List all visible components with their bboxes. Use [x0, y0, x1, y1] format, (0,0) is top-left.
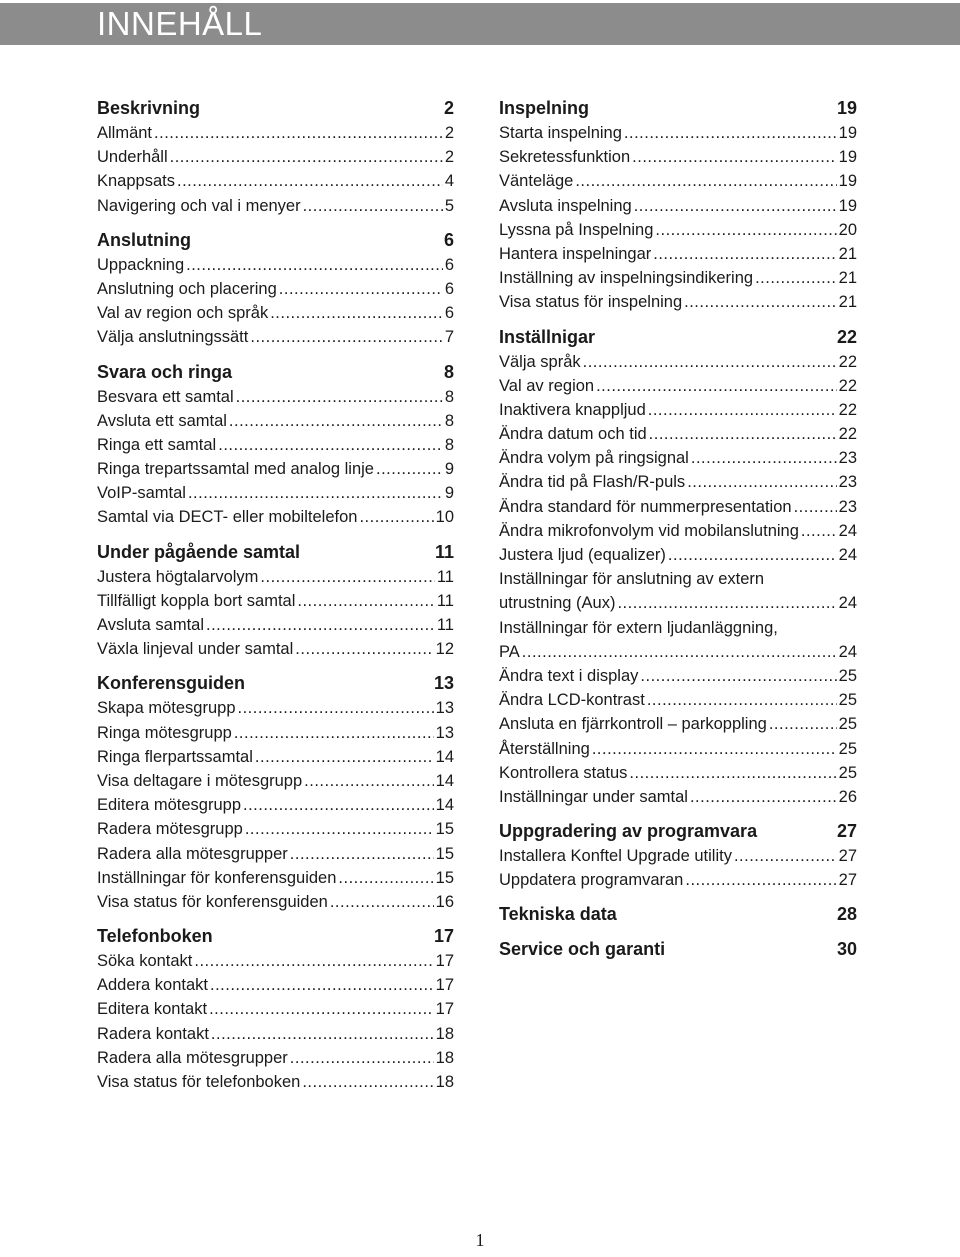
entry-page-number: 11 — [436, 591, 454, 610]
entry-title: utrustning (Aux) — [499, 594, 616, 613]
entry-page-number: 15 — [435, 820, 454, 839]
toc-entry[interactable] — [97, 1022, 454, 1046]
entry-title: Inaktivera knappljud — [499, 400, 646, 419]
entry-title: Ringa mötesgrupp — [97, 723, 232, 742]
dot-leader — [243, 793, 434, 817]
section-title: Anslutning — [97, 229, 191, 250]
entry-page-number: 19 — [838, 196, 857, 215]
dot-leader — [304, 769, 433, 793]
entry-title: Radera kontakt — [97, 1024, 209, 1043]
toc-entry[interactable] — [499, 712, 857, 736]
section-title: Beskrivning — [97, 98, 201, 118]
dot-leader — [684, 290, 837, 314]
dot-leader — [194, 949, 433, 973]
toc-entry[interactable] — [97, 253, 454, 277]
dot-leader — [290, 1046, 434, 1070]
entry-title: Installera Konftel Upgrade utility — [499, 847, 732, 866]
section-page-number: 28 — [836, 904, 857, 925]
section-page-number: 8 — [443, 361, 454, 382]
toc-entry[interactable] — [97, 793, 454, 817]
entry-page-number: 2 — [444, 148, 454, 167]
dot-leader — [209, 997, 434, 1021]
toc-entry[interactable] — [97, 325, 454, 349]
toc-entry[interactable] — [97, 817, 454, 841]
entry-title: VoIP-samtal — [97, 484, 186, 503]
entry-page-number: 17 — [435, 1000, 454, 1019]
toc-entry[interactable] — [97, 457, 454, 481]
entry-title: Uppdatera programvaran — [499, 871, 684, 890]
dot-leader — [617, 591, 836, 615]
toc-entry[interactable] — [499, 242, 857, 266]
entry-title: Justera högtalarvolym — [97, 567, 259, 586]
toc-entry[interactable] — [97, 866, 454, 890]
toc-entry[interactable] — [499, 688, 857, 712]
entry-title: Radera mötesgrupp — [97, 820, 243, 839]
toc-section-heading[interactable] — [97, 670, 454, 696]
toc-entry[interactable] — [499, 121, 857, 145]
entry-title: Val av region — [499, 376, 595, 395]
toc-entry[interactable] — [97, 1046, 454, 1070]
entry-page-number: 25 — [838, 691, 857, 710]
section-title: Tekniska data — [499, 904, 617, 925]
toc-entry[interactable] — [97, 637, 454, 661]
section-page-number: 27 — [836, 821, 857, 842]
entry-title: Allmänt — [97, 124, 153, 142]
section-page-number: 19 — [836, 98, 857, 118]
dot-leader — [250, 325, 442, 349]
toc-entry[interactable] — [499, 664, 857, 688]
toc-entry[interactable] — [97, 1070, 454, 1094]
toc-section-heading[interactable] — [499, 901, 857, 927]
toc-entry[interactable] — [97, 145, 454, 169]
entry-page-number: 21 — [838, 269, 857, 288]
dot-leader — [634, 194, 837, 218]
entry-title: Ringa ett samtal — [97, 435, 217, 454]
toc-section — [97, 923, 454, 1094]
section-title: Uppgradering av programvara — [499, 821, 758, 842]
entry-title: Välja anslutningssätt — [97, 328, 249, 347]
toc-section — [499, 95, 857, 315]
toc-section — [97, 95, 454, 218]
toc-entry[interactable] — [499, 145, 857, 169]
toc-section — [97, 359, 454, 530]
entry-title: Ringa trepartssamtal med analog linje — [97, 460, 374, 479]
entry-page-number: 18 — [435, 1024, 454, 1043]
toc-entry[interactable] — [499, 350, 857, 374]
toc-entry[interactable] — [97, 769, 454, 793]
entry-page-number: 11 — [436, 567, 454, 586]
entry-page-number: 25 — [838, 666, 857, 685]
dot-leader — [260, 565, 434, 589]
dot-leader — [188, 481, 443, 505]
entry-page-number: 16 — [435, 892, 454, 911]
toc-section — [97, 670, 454, 914]
entry-title: Växla linjeval under samtal — [97, 640, 294, 659]
entry-page-number: 24 — [838, 546, 857, 564]
entry-title: Välja språk — [499, 352, 581, 371]
entry-page-number: 25 — [838, 763, 857, 782]
entry-page-number: 18 — [435, 1073, 454, 1091]
entry-title: Återställning — [499, 739, 590, 758]
entry-title: Ändra tid på Flash/R-puls — [499, 473, 686, 492]
dot-leader — [755, 266, 837, 290]
toc-entry[interactable] — [499, 266, 857, 290]
toc-entry[interactable] — [97, 277, 454, 301]
dot-leader — [691, 446, 837, 470]
dot-leader — [583, 350, 837, 374]
entry-page-number: 17 — [435, 952, 454, 971]
dot-leader — [238, 696, 434, 720]
entry-page-number: 22 — [838, 425, 857, 444]
dot-leader — [794, 495, 837, 519]
toc-entry[interactable] — [97, 409, 454, 433]
entry-title: Justera ljud (equalizer) — [499, 546, 666, 564]
section-title: Inspelning — [499, 98, 589, 118]
toc-entry[interactable] — [97, 481, 454, 505]
toc-entry[interactable] — [499, 470, 857, 494]
entry-page-number: 23 — [838, 449, 857, 468]
entry-title: Editera kontakt — [97, 1000, 208, 1019]
dot-leader — [624, 121, 837, 145]
section-page-number: 2 — [443, 98, 454, 118]
entry-title: Ändra volym på ringsignal — [499, 449, 689, 468]
entry-page-number: 8 — [444, 435, 454, 454]
entry-title: Sekretessfunktion — [499, 148, 631, 167]
entry-page-number: 13 — [435, 723, 454, 742]
dot-leader — [734, 844, 837, 868]
toc-entry[interactable] — [499, 422, 857, 446]
toc-entry[interactable] — [499, 398, 857, 422]
entry-title: Ändra standard för nummerpresentation — [499, 497, 792, 516]
toc-entry[interactable] — [499, 640, 857, 664]
section-title: Under pågående samtal — [97, 541, 301, 562]
entry-title: Visa status för telefonboken — [97, 1073, 301, 1091]
entry-title: Avsluta ett samtal — [97, 411, 227, 430]
toc-entry[interactable] — [97, 613, 454, 637]
entry-title: Avsluta inspelning — [499, 196, 632, 215]
entry-page-number: 2 — [444, 124, 454, 142]
toc-entry[interactable] — [499, 737, 857, 761]
entry-title: Vänteläge — [499, 172, 574, 191]
toc-section-heading[interactable] — [499, 818, 857, 844]
toc-entry[interactable] — [97, 565, 454, 589]
entry-title: Radera alla mötesgrupper — [97, 844, 288, 863]
entry-title: Visa status för inspelning — [499, 293, 683, 312]
entry-page-number: 6 — [444, 279, 454, 298]
entry-page-number: 24 — [838, 594, 857, 613]
toc-section — [499, 324, 857, 810]
entry-title: Inställningar för konferensguiden — [97, 868, 337, 887]
dot-leader — [186, 253, 443, 277]
dot-leader — [596, 374, 837, 398]
toc-entry[interactable] — [97, 721, 454, 745]
entry-title: Radera alla mötesgrupper — [97, 1048, 288, 1067]
toc-entry[interactable] — [499, 591, 857, 615]
entry-page-number: 12 — [435, 640, 454, 659]
dot-leader — [690, 785, 837, 809]
toc-section-heading[interactable] — [499, 95, 857, 121]
toc-section-heading[interactable] — [97, 923, 454, 949]
entry-page-number: 26 — [838, 787, 857, 806]
dot-leader — [270, 301, 443, 325]
toc-entry[interactable] — [499, 218, 857, 242]
section-page-number: 17 — [433, 926, 454, 947]
toc-entry[interactable] — [499, 290, 857, 314]
entry-page-number: 14 — [435, 747, 454, 766]
toc-left-column — [97, 95, 454, 1103]
entry-page-number: 14 — [435, 771, 454, 790]
entry-page-number: 7 — [444, 328, 454, 347]
toc-right-column — [499, 95, 857, 971]
toc-entry[interactable] — [499, 567, 857, 591]
toc-entry[interactable] — [97, 433, 454, 457]
entry-title: Inställning av inspelningsindikering — [499, 269, 754, 288]
dot-leader — [655, 218, 836, 242]
dot-leader — [640, 664, 836, 688]
entry-title: Besvara ett samtal — [97, 387, 234, 406]
toc-entry[interactable] — [499, 495, 857, 519]
toc-entry[interactable] — [97, 505, 454, 529]
toc-entry[interactable] — [97, 301, 454, 325]
entry-title: Addera kontakt — [97, 976, 208, 995]
section-title: Konferensguiden — [97, 673, 246, 694]
entry-page-number: 22 — [838, 400, 857, 419]
toc-entry[interactable] — [97, 973, 454, 997]
entry-page-number: 9 — [444, 460, 454, 479]
entry-title: Underhåll — [97, 148, 168, 167]
entry-title: Ändra datum och tid — [499, 425, 647, 444]
entry-page-number: 25 — [838, 715, 857, 734]
section-title: Inställnigar — [499, 326, 596, 347]
toc-section-heading[interactable] — [97, 359, 454, 385]
dot-leader — [653, 242, 836, 266]
dot-leader — [211, 1022, 434, 1046]
entry-title: PA — [499, 642, 520, 661]
dot-leader — [295, 637, 433, 661]
entry-page-number: 22 — [838, 352, 857, 371]
dot-leader — [303, 194, 443, 218]
toc-entry[interactable] — [97, 194, 454, 218]
toc-entry[interactable] — [97, 696, 454, 720]
entry-title: Tillfälligt koppla bort samtal — [97, 591, 296, 610]
entry-page-number: 15 — [435, 844, 454, 863]
entry-title: Ändra LCD-kontrast — [499, 691, 645, 710]
toc-entry[interactable] — [499, 616, 857, 640]
entry-page-number: 20 — [838, 220, 857, 239]
dot-leader — [338, 866, 433, 890]
entry-page-number: 19 — [838, 148, 857, 167]
dot-leader — [647, 688, 837, 712]
dot-leader — [769, 712, 837, 736]
entry-page-number: 8 — [444, 387, 454, 406]
section-page-number: 30 — [836, 939, 857, 960]
dot-leader — [279, 277, 443, 301]
entry-page-number: 19 — [838, 124, 857, 142]
dot-leader — [290, 842, 434, 866]
entry-page-number: 23 — [838, 473, 857, 492]
entry-title: Söka kontakt — [97, 952, 193, 971]
toc-section — [499, 936, 857, 962]
dot-leader — [297, 589, 434, 613]
entry-page-number: 23 — [838, 497, 857, 516]
entry-title: Ändra text i display — [499, 666, 639, 685]
toc-entry[interactable] — [97, 745, 454, 769]
toc-section-heading[interactable] — [97, 95, 454, 121]
dot-leader — [376, 457, 443, 481]
dot-leader — [632, 145, 836, 169]
dot-leader — [801, 519, 837, 543]
entry-title: Kontrollera status — [499, 763, 628, 782]
entry-title: Anslutning och placering — [97, 279, 277, 298]
entry-title: Navigering och val i menyer — [97, 196, 301, 215]
entry-title: Hantera inspelningar — [499, 244, 652, 263]
toc-entry[interactable] — [499, 169, 857, 193]
toc-entry[interactable] — [499, 519, 857, 543]
toc-entry[interactable] — [97, 842, 454, 866]
toc-entry[interactable] — [499, 868, 857, 892]
toc-section — [97, 539, 454, 662]
entry-page-number: 14 — [435, 796, 454, 815]
dot-leader — [255, 745, 434, 769]
entry-title: Knappsats — [97, 172, 175, 191]
toc-section-heading[interactable] — [499, 936, 857, 962]
toc-entry[interactable] — [97, 589, 454, 613]
entry-title: Avsluta samtal — [97, 616, 204, 634]
toc-entry[interactable] — [499, 785, 857, 809]
entry-page-number: 24 — [838, 642, 857, 661]
toc-entry[interactable] — [97, 890, 454, 914]
entry-title: Visa deltagare i mötesgrupp — [97, 771, 303, 790]
entry-page-number: 18 — [435, 1048, 454, 1067]
dot-leader — [234, 721, 434, 745]
entry-page-number: 27 — [838, 871, 857, 890]
toc-section — [499, 901, 857, 927]
entry-title: Uppackning — [97, 255, 185, 274]
section-page-number: 22 — [836, 326, 857, 347]
entry-title: Visa status för konferensguiden — [97, 892, 328, 911]
dot-leader — [648, 398, 837, 422]
entry-page-number: 27 — [838, 847, 857, 866]
section-title: Telefonboken — [97, 926, 213, 947]
dot-leader — [592, 737, 837, 761]
dot-leader — [575, 169, 836, 193]
entry-title: Ansluta en fjärrkontroll – parkoppling — [499, 715, 767, 734]
entry-title: Editera mötesgrupp — [97, 796, 241, 815]
entry-title: Ändra mikrofonvolym vid mobilanslutning — [499, 521, 799, 540]
entry-page-number: 17 — [435, 976, 454, 995]
dot-leader — [154, 121, 443, 145]
entry-title: Inställningar för extern ljudanläggning, — [499, 618, 778, 637]
toc-entry[interactable] — [97, 169, 454, 193]
page-number: 1 — [475, 1230, 485, 1250]
dot-leader — [229, 409, 443, 433]
toc-entry[interactable] — [499, 844, 857, 868]
toc-entry[interactable] — [499, 374, 857, 398]
section-title: Svara och ringa — [97, 361, 233, 382]
entry-title: Lyssna på Inspelning — [499, 220, 654, 239]
dot-leader — [245, 817, 434, 841]
dot-leader — [218, 433, 443, 457]
dot-leader — [177, 169, 443, 193]
dot-leader — [687, 470, 836, 494]
dot-leader — [668, 543, 837, 567]
dot-leader — [302, 1070, 433, 1094]
entry-title: Skapa mötesgrupp — [97, 699, 236, 718]
toc-section — [499, 818, 857, 892]
page-title: INNEHÅLL — [97, 5, 263, 42]
section-page-number: 11 — [434, 541, 454, 562]
toc-entry[interactable] — [97, 121, 454, 145]
entry-title: Inställningar under samtal — [499, 787, 688, 806]
dot-leader — [649, 422, 837, 446]
entry-page-number: 6 — [444, 304, 454, 323]
dot-leader — [206, 613, 435, 637]
entry-page-number: 11 — [436, 616, 454, 634]
dot-leader — [359, 505, 433, 529]
toc-section-heading[interactable] — [97, 227, 454, 253]
dot-leader — [522, 640, 837, 664]
entry-page-number: 5 — [444, 196, 454, 215]
entry-page-number: 24 — [838, 521, 857, 540]
dot-leader — [330, 890, 434, 914]
dot-leader — [210, 973, 434, 997]
toc-entry[interactable] — [97, 997, 454, 1021]
section-page-number: 6 — [443, 229, 454, 250]
entry-title: Val av region och språk — [97, 304, 269, 323]
dot-leader — [685, 868, 836, 892]
entry-title: Starta inspelning — [499, 124, 622, 142]
entry-page-number: 6 — [444, 255, 454, 274]
toc-section — [97, 227, 454, 350]
toc-entry[interactable] — [97, 385, 454, 409]
entry-page-number: 21 — [838, 244, 857, 263]
entry-page-number: 10 — [435, 508, 454, 527]
entry-page-number: 15 — [435, 868, 454, 887]
section-title: Service och garanti — [499, 939, 666, 960]
entry-page-number: 9 — [444, 484, 454, 503]
entry-title: Samtal via DECT- eller mobiltelefon — [97, 508, 358, 527]
section-page-number: 13 — [433, 673, 454, 694]
dot-leader — [236, 385, 443, 409]
entry-title: Inställningar för anslutning av extern — [499, 570, 765, 589]
entry-page-number: 13 — [435, 699, 454, 718]
entry-page-number: 19 — [838, 172, 857, 191]
entry-page-number: 8 — [444, 411, 454, 430]
entry-title: Ringa flerpartssamtal — [97, 747, 253, 766]
toc-section-heading[interactable] — [499, 324, 857, 350]
entry-page-number: 21 — [838, 293, 857, 312]
toc-section-heading[interactable] — [97, 539, 454, 565]
toc-entry[interactable] — [499, 194, 857, 218]
dot-leader — [170, 145, 443, 169]
entry-page-number: 4 — [444, 172, 454, 191]
dot-leader — [629, 761, 836, 785]
toc-entry[interactable] — [499, 761, 857, 785]
toc-entry[interactable] — [499, 446, 857, 470]
entry-page-number: 22 — [838, 376, 857, 395]
toc-entry[interactable] — [97, 949, 454, 973]
entry-page-number: 25 — [838, 739, 857, 758]
toc-entry[interactable] — [499, 543, 857, 567]
